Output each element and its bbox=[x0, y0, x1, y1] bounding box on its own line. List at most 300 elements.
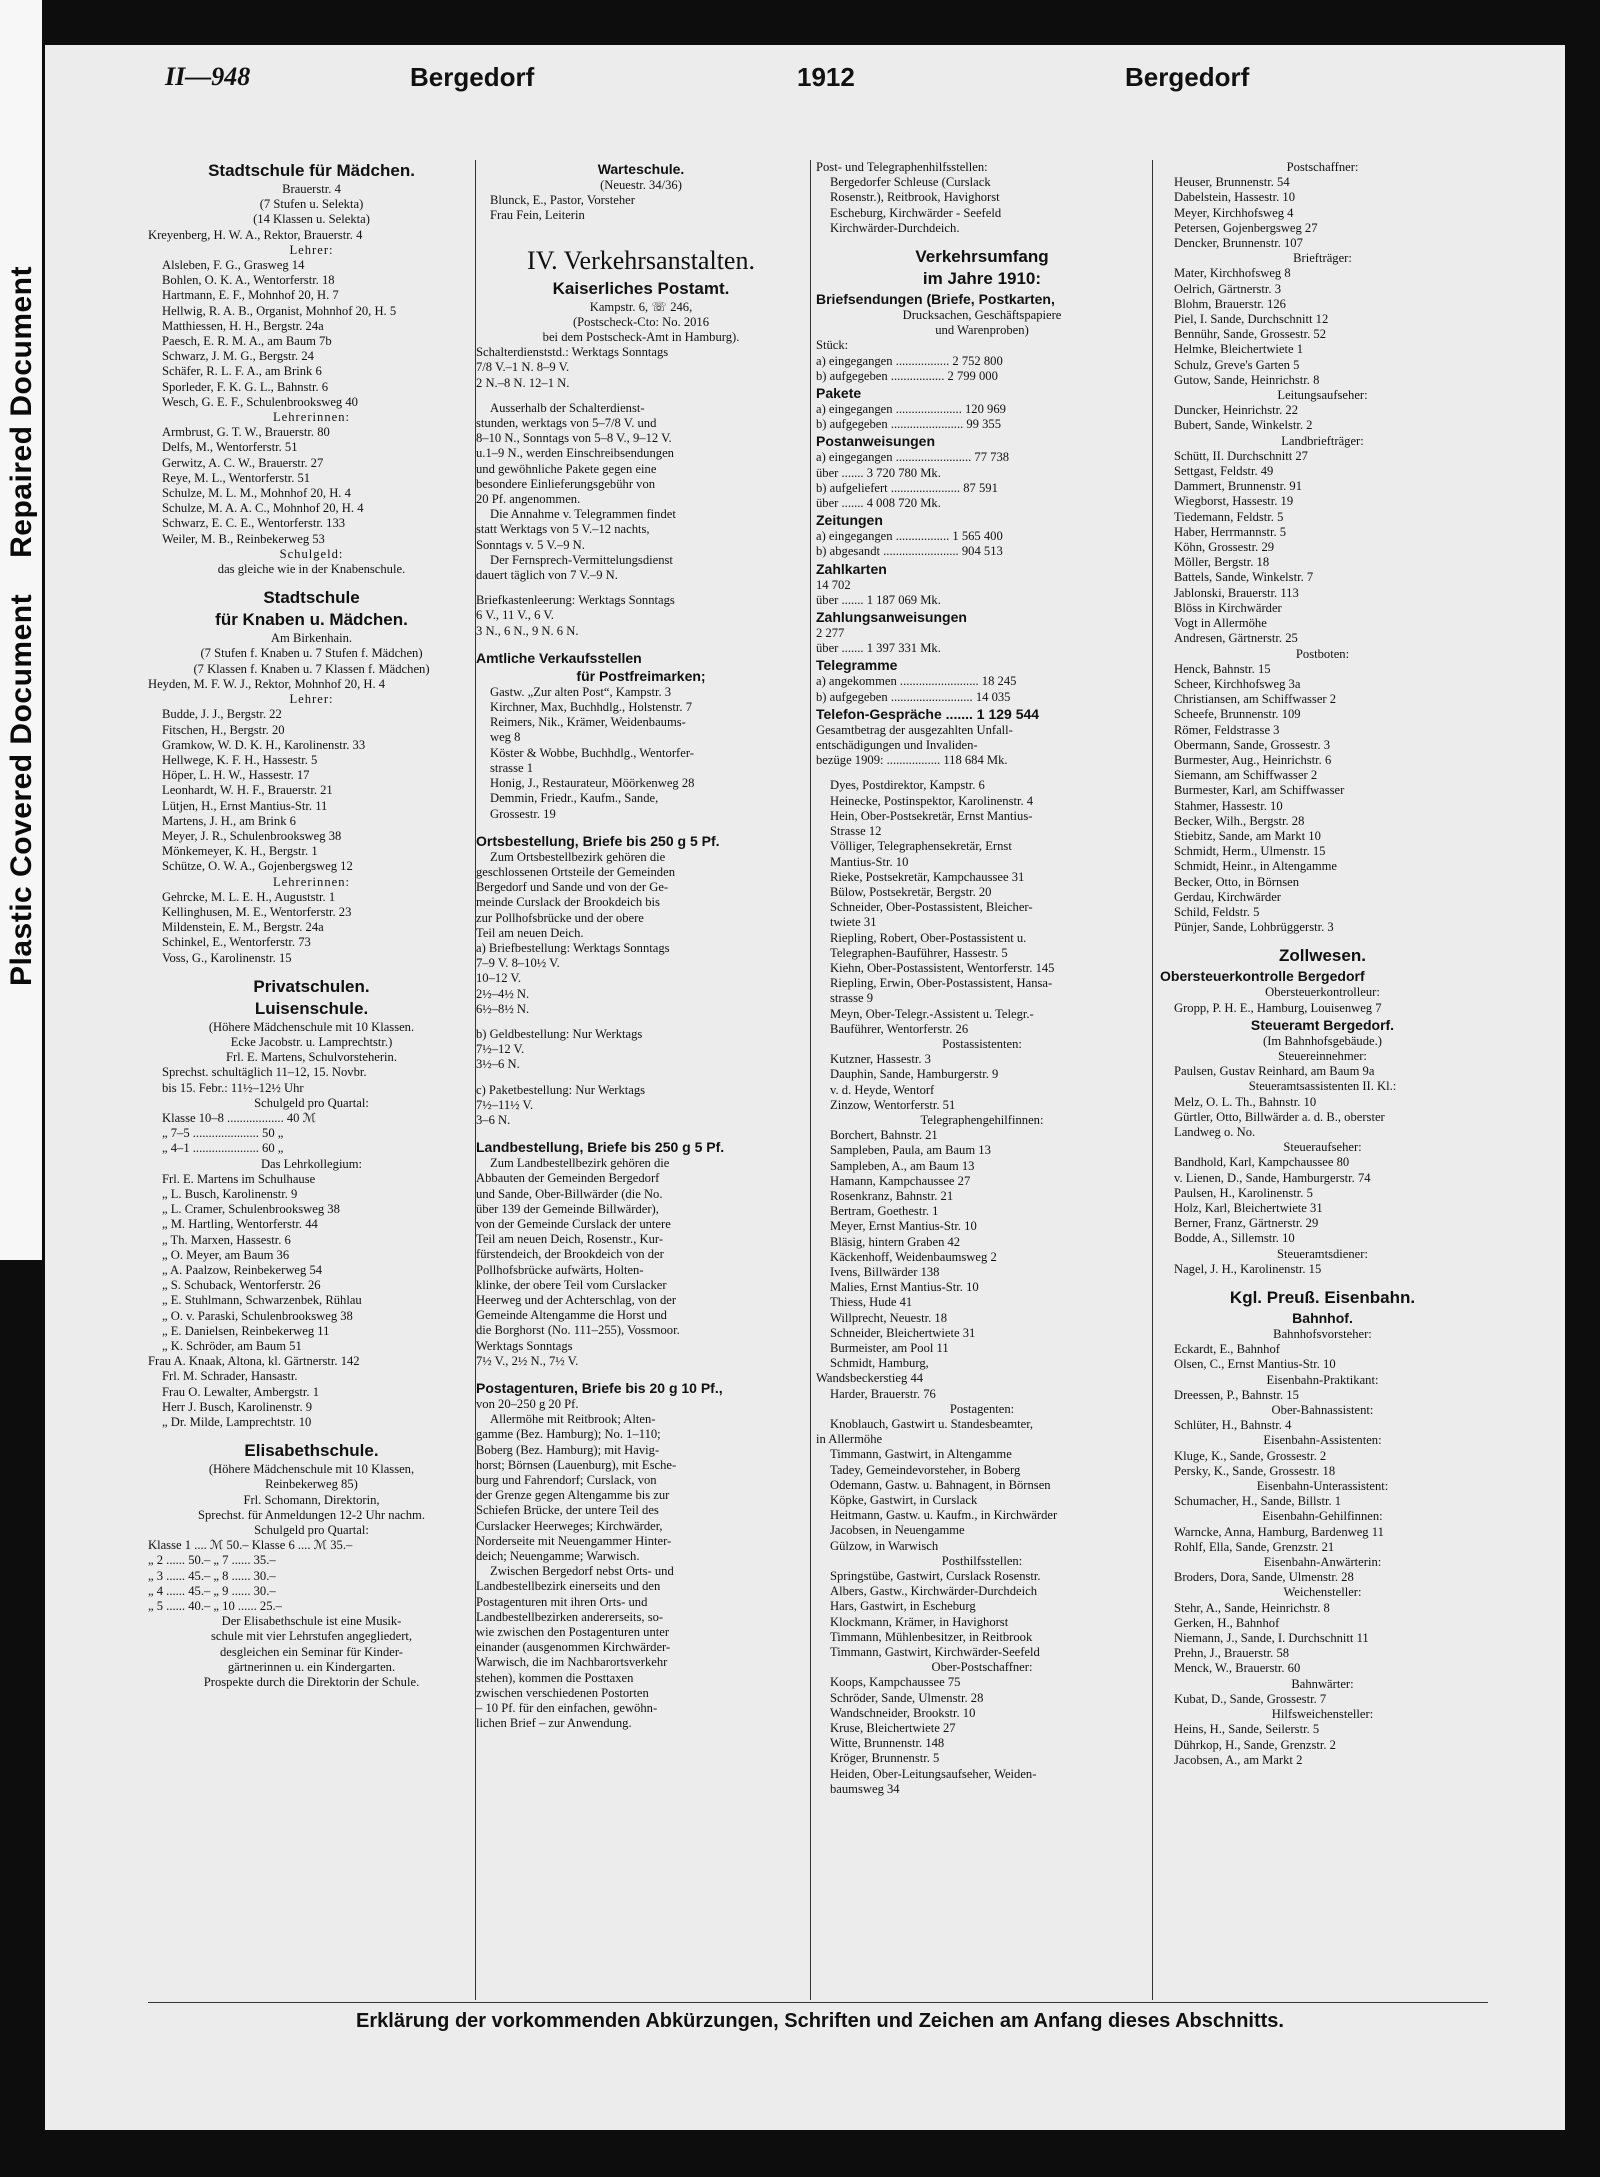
text-line: 20 Pf. angenommen. bbox=[476, 492, 581, 507]
text-line: Grossestr. 19 bbox=[490, 806, 556, 821]
text-line: „ 4 ...... 45.– „ 9 ...... 30.– bbox=[148, 1583, 276, 1598]
text-line: Zum Ortsbestellbezirk gehören die bbox=[490, 849, 666, 864]
section-heading: Obersteuerkontrolle Bergedorf bbox=[1160, 968, 1365, 985]
text-line: Gerwitz, A. C. W., Brauerstr. 27 bbox=[162, 455, 324, 470]
text-line: Gürtler, Otto, Billwärder a. d. B., oberster bbox=[1174, 1109, 1385, 1124]
text-line: Reimers, Nik., Krämer, Weidenbaums- bbox=[490, 715, 686, 730]
text-line: Willprecht, Neuestr. 18 bbox=[830, 1310, 948, 1325]
text-line: Blohm, Brauerstr. 126 bbox=[1174, 296, 1286, 311]
text-line: Vogt in Allermöhe bbox=[1174, 616, 1267, 631]
text-line: „ 5 ...... 40.– „ 10 ...... 25.– bbox=[148, 1599, 282, 1614]
section-heading: Telegramme bbox=[816, 657, 898, 674]
text-line: Bläsig, hintern Graben 42 bbox=[830, 1234, 961, 1249]
text-line: Am Birkenhain. bbox=[270, 631, 353, 646]
text-line: Tiedemann, Feldstr. 5 bbox=[1174, 509, 1284, 524]
text-line: zwischen verschiedenen Postorten bbox=[476, 1685, 649, 1700]
text-line: Postschaffner: bbox=[1286, 160, 1359, 174]
text-line: Steuereinnehmer: bbox=[1278, 1048, 1367, 1063]
text-line: Jablonski, Brauerstr. 113 bbox=[1174, 585, 1299, 600]
text-line: Holz, Karl, Bleichertwiete 31 bbox=[1174, 1201, 1323, 1215]
text-line: 7½–12 V. bbox=[476, 1042, 525, 1057]
text-line: Dauphin, Sande, Hamburgerstr. 9 bbox=[830, 1067, 999, 1082]
text-line: Schulgeld: bbox=[279, 546, 344, 561]
text-line: Burmester, Aug., Heinrichstr. 6 bbox=[1174, 752, 1332, 767]
text-line: Rohlf, Ella, Sande, Grenzstr. 21 bbox=[1174, 1539, 1335, 1554]
text-line: „ E. Danielsen, Reinbekerweg 11 bbox=[162, 1323, 330, 1338]
text-line: Dabelstein, Hassestr. 10 bbox=[1174, 190, 1296, 205]
text-line: 14 702 bbox=[816, 577, 851, 592]
text-line: a) eingegangen ........................ 77 738 bbox=[816, 450, 1010, 465]
text-line: Martens, J. H., am Brink 6 bbox=[162, 813, 296, 828]
text-line: Meyer, J. R., Schulenbrooksweg 38 bbox=[162, 828, 342, 843]
text-line: u.1–9 N., werden Einschreibsendungen bbox=[476, 446, 674, 461]
text-line: Gastw. „Zur alten Post“, Kampstr. 3 bbox=[490, 684, 672, 699]
text-line: Stiebitz, Sande, am Markt 10 bbox=[1174, 828, 1321, 843]
text-line: Heinecke, Postinspektor, Karolinenstr. 4 bbox=[830, 793, 1034, 808]
text-line: Hein, Ober-Postsekretär, Ernst Mantius- bbox=[830, 808, 1033, 823]
text-line: meinde Curslack der Brookdeich bis bbox=[476, 895, 660, 910]
text-line: Steueramtsdiener: bbox=[1277, 1246, 1368, 1261]
text-line: Kellinghusen, M. E., Wentorferstr. 23 bbox=[162, 904, 352, 919]
text-line: Schmidt, Herm., Ulmenstr. 15 bbox=[1174, 844, 1326, 859]
text-line: Heins, H., Sande, Seilerstr. 5 bbox=[1174, 1722, 1320, 1737]
text-line: Riepling, Robert, Ober-Postassistent u. bbox=[830, 930, 1027, 945]
text-line: Abbauten der Gemeinden Bergedorf bbox=[476, 1171, 660, 1186]
text-line: lichen Brief – zur Anwendung. bbox=[476, 1716, 632, 1731]
text-line: Bertram, Goethestr. 1 bbox=[830, 1204, 939, 1219]
text-line: „ M. Hartling, Wentorferstr. 44 bbox=[162, 1217, 318, 1232]
text-line: Klasse 1 .... ℳ 50.– Klasse 6 .... ℳ 35.– bbox=[148, 1538, 353, 1553]
text-line: Paesch, E. R. M. A., am Baum 7b bbox=[162, 334, 332, 349]
text-line: Andresen, Gärtnerstr. 25 bbox=[1174, 631, 1298, 646]
text-line: die Borghorst (No. 111–255), Vossmoor. bbox=[476, 1323, 680, 1338]
section-heading: Amtliche Verkaufsstellen bbox=[476, 649, 642, 666]
text-line: Oelrich, Gärtnerstr. 3 bbox=[1174, 281, 1282, 296]
text-line: Mantius-Str. 10 bbox=[830, 854, 909, 869]
text-line: 7½ V., 2½ N., 7½ V. bbox=[476, 1353, 579, 1368]
text-line: Scheer, Kirchhofsweg 3a bbox=[1174, 676, 1301, 691]
text-line: Gesamtbetrag der ausgezahlten Unfall- bbox=[816, 722, 1013, 737]
text-line: Berner, Franz, Gärtnerstr. 29 bbox=[1174, 1216, 1319, 1231]
text-line: Rosenkranz, Bahnstr. 21 bbox=[830, 1188, 954, 1203]
text-line: Heyden, M. F. W. J., Rektor, Mohnhof 20, H. 4 bbox=[148, 676, 386, 691]
spacer bbox=[476, 639, 806, 649]
text-line: Wandschneider, Brookstr. 10 bbox=[830, 1705, 976, 1720]
text-line: baumsweg 34 bbox=[830, 1781, 900, 1796]
text-line: Escheburg, Kirchwärder - Seefeld bbox=[830, 205, 1002, 220]
text-line: Demmin, Friedr., Kaufm., Sande, bbox=[490, 791, 659, 806]
text-line: Mönkemeyer, K. H., Bergstr. 1 bbox=[162, 844, 318, 859]
text-line: v. d. Heyde, Wentorf bbox=[830, 1082, 935, 1097]
text-line: Petersen, Gojenbergsweg 27 bbox=[1174, 220, 1318, 235]
text-line: Sprechst. für Anmeldungen 12-2 Uhr nachm. bbox=[198, 1507, 425, 1522]
text-line: Lehrerinnen: bbox=[272, 410, 351, 425]
text-line: Kampstr. 6, ☏ 246, bbox=[589, 299, 693, 314]
text-line: bezüge 1909: ................. 118 684 Mk. bbox=[816, 753, 1008, 768]
text-line: Voss, G., Karolinenstr. 15 bbox=[162, 950, 292, 965]
text-line: Schröder, Sande, Ulmenstr. 28 bbox=[830, 1690, 984, 1705]
text-line: Bandhold, Karl, Kampchaussee 80 bbox=[1174, 1155, 1350, 1170]
text-line: Battels, Sande, Winkelstr. 7 bbox=[1174, 570, 1314, 585]
text-line: in Allermöhe bbox=[816, 1432, 883, 1447]
text-line: (7 Stufen u. Selekta) bbox=[259, 197, 364, 212]
text-line: Kluge, K., Sande, Grossestr. 2 bbox=[1174, 1448, 1327, 1463]
text-line: und Warenproben) bbox=[935, 323, 1029, 338]
section-heading: Ortsbestellung, Briefe bis 250 g 5 Pf. bbox=[476, 832, 720, 849]
column-4 bbox=[1160, 160, 1485, 2000]
text-line: Gutow, Sande, Heinrichstr. 8 bbox=[1174, 372, 1320, 387]
text-line: Ecke Jacobstr. u. Lamprechtstr.) bbox=[230, 1034, 393, 1049]
text-line: Schütt, II. Durchschnitt 27 bbox=[1174, 448, 1308, 463]
side-label-2: Repaired Document bbox=[5, 266, 38, 558]
text-line: c) Paketbestellung: Nur Werktags bbox=[476, 1082, 646, 1097]
text-line: Telegraphen-Bauführer, Hassestr. 5 bbox=[830, 945, 1008, 960]
text-line: Bohlen, O. K. A., Wentorferstr. 18 bbox=[162, 273, 335, 288]
text-line: Schinkel, E., Wentorferstr. 73 bbox=[162, 935, 311, 950]
section-heading: Pakete bbox=[816, 385, 862, 402]
footer-rule bbox=[148, 2002, 1488, 2003]
text-line: strasse 1 bbox=[490, 760, 534, 775]
text-line: Allermöhe mit Reitbrook; Alten- bbox=[490, 1412, 656, 1427]
text-line: gamme (Bez. Hamburg); No. 1–110; bbox=[476, 1427, 661, 1442]
text-line: Heerweg und der Achterschlag, von der bbox=[476, 1292, 677, 1307]
text-line: „ A. Paalzow, Reinbekerweg 54 bbox=[162, 1263, 323, 1277]
text-line: über 139 der Gemeinde Billwärder), bbox=[476, 1201, 659, 1216]
text-line: Frau A. Knaak, Altona, kl. Gärtnerstr. 142 bbox=[148, 1354, 360, 1369]
text-line: b) abgesandt ........................ 904 513 bbox=[816, 544, 1003, 559]
text-line: Olsen, C., Ernst Mantius-Str. 10 bbox=[1174, 1357, 1336, 1372]
spacer bbox=[1160, 1277, 1485, 1287]
text-line: Kiehn, Ober-Postassistent, Wentorferstr. 145 bbox=[830, 960, 1055, 975]
text-line: klinke, der obere Teil vom Curslacker bbox=[476, 1277, 667, 1292]
text-line: entschädigungen und Invaliden- bbox=[816, 738, 978, 753]
text-line: 2 277 bbox=[816, 626, 845, 641]
text-line: Posthilfsstellen: bbox=[941, 1553, 1023, 1568]
header-place-left: Bergedorf bbox=[410, 62, 535, 92]
text-line: bis 15. Febr.: 11½–12½ Uhr bbox=[162, 1080, 304, 1095]
page-number: II—948 bbox=[165, 62, 251, 91]
text-line: 7½–11½ V. bbox=[476, 1097, 534, 1112]
text-line: Heuser, Brunnenstr. 54 bbox=[1174, 175, 1290, 190]
text-line: Zum Landbestellbezirk gehören die bbox=[490, 1156, 670, 1171]
text-line: Henck, Bahnstr. 15 bbox=[1174, 661, 1271, 676]
text-line: „ 4–1 ..................... 60 „ bbox=[162, 1141, 284, 1156]
spacer bbox=[148, 577, 475, 587]
text-line: Meyer, Ernst Mantius-Str. 10 bbox=[830, 1219, 977, 1234]
text-line: Schild, Feldstr. 5 bbox=[1174, 904, 1260, 919]
text-line: „ 3 ...... 45.– „ 8 ...... 30.– bbox=[148, 1568, 276, 1583]
text-line: Hellwege, K. F. H., Hassestr. 5 bbox=[162, 752, 318, 767]
text-line: Kröger, Brunnenstr. 5 bbox=[830, 1751, 940, 1766]
text-line: der Grenze gegen Altengamme bis zur bbox=[476, 1488, 670, 1503]
text-line: Witte, Brunnenstr. 148 bbox=[830, 1736, 945, 1751]
text-line: Steueraufseher: bbox=[1283, 1140, 1362, 1155]
column-divider bbox=[810, 160, 811, 2000]
text-line: Niemann, J., Sande, I. Durchschnitt 11 bbox=[1174, 1631, 1369, 1646]
text-line: Schulgeld pro Quartal: bbox=[254, 1095, 369, 1110]
text-line: „ L. Busch, Karolinenstr. 9 bbox=[162, 1186, 298, 1201]
text-line: Hilfsweichensteller: bbox=[1271, 1707, 1374, 1722]
text-line: Steueramtsassistenten II. Kl.: bbox=[1248, 1079, 1397, 1094]
text-line: Eisenbahn-Praktikant: bbox=[1266, 1372, 1379, 1387]
text-line: Burmester, Karl, am Schiffwasser bbox=[1174, 783, 1345, 798]
text-line: Kutzner, Hassestr. 3 bbox=[830, 1052, 931, 1067]
spacer bbox=[1160, 935, 1485, 945]
text-line: Telegraphengehilfinnen: bbox=[920, 1112, 1044, 1127]
text-line: Schmidt, Hamburg, bbox=[830, 1356, 929, 1371]
text-line: Kruse, Bleichertwiete 27 bbox=[830, 1721, 956, 1736]
spacer bbox=[476, 1017, 806, 1027]
text-line: Post- und Telegraphenhilfsstellen: bbox=[816, 160, 988, 174]
text-line: Springstübe, Gastwirt, Curslack Rosenstr. bbox=[830, 1569, 1041, 1584]
section-heading: Privatschulen. bbox=[253, 976, 370, 996]
text-line: Boberg (Bez. Hamburg); mit Havig- bbox=[476, 1442, 660, 1457]
text-line: Knoblauch, Gastwirt u. Standesbeamter, bbox=[830, 1417, 1034, 1432]
text-line: Briefkastenleerung: Werktags Sonntags bbox=[476, 593, 675, 608]
text-line: – 10 Pf. für den einfachen, gewöhn- bbox=[476, 1701, 658, 1716]
text-line: Koops, Kampchaussee 75 bbox=[830, 1675, 961, 1690]
side-label-strip bbox=[0, 0, 42, 1260]
section-heading: Steueramt Bergedorf. bbox=[1250, 1016, 1395, 1033]
text-line: Strasse 12 bbox=[830, 824, 882, 839]
text-line: dauert täglich von 7 V.–9 N. bbox=[476, 568, 618, 583]
text-line: Völliger, Telegraphensekretär, Ernst bbox=[830, 839, 1012, 854]
spacer bbox=[476, 822, 806, 832]
text-line: „ K. Schröder, am Baum 51 bbox=[162, 1339, 302, 1354]
text-line: Das Lehrkollegium: bbox=[260, 1156, 363, 1171]
text-line: Warwisch, die im Nachbarortsverkehr bbox=[476, 1655, 668, 1670]
spacer bbox=[476, 224, 806, 234]
text-line: Weichensteller: bbox=[1283, 1585, 1362, 1600]
section-heading: Postagenturen, Briefe bis 20 g 10 Pf., bbox=[476, 1380, 723, 1396]
text-line: Frl. E. Martens, Schulvorsteherin. bbox=[225, 1050, 398, 1065]
text-line: Lütjen, H., Ernst Mantius-Str. 11 bbox=[162, 798, 328, 813]
text-line: Postboten: bbox=[1295, 646, 1350, 661]
section-heading: Postanweisungen bbox=[816, 433, 936, 450]
text-line: Melz, O. L. Th., Bahnstr. 10 bbox=[1174, 1094, 1317, 1109]
section-heading: Elisabethschule. bbox=[244, 1441, 379, 1461]
section-heading: Verkehrsumfang bbox=[915, 247, 1049, 267]
text-line: Lehrerinnen: bbox=[272, 874, 351, 889]
text-line: Ausserhalb der Schalterdienst- bbox=[490, 400, 645, 415]
text-line: Gerdau, Kirchwärder bbox=[1174, 889, 1281, 904]
footer-note: Erklärung der vorkommenden Abkürzungen, Schriften und Zeichen am Anfang dieses Abschnitts. bbox=[356, 2010, 1284, 2032]
text-line: über ....... 4 008 720 Mk. bbox=[816, 496, 941, 511]
text-line: Fitschen, H., Bergstr. 20 bbox=[162, 722, 285, 737]
text-line: Frl. E. Martens im Schulhause bbox=[162, 1171, 316, 1186]
text-line: bei dem Postscheck-Amt in Hamburg). bbox=[542, 330, 740, 345]
text-line: „ O. v. Paraski, Schulenbrooksweg 38 bbox=[162, 1308, 353, 1323]
text-line: Prospekte durch die Direktorin der Schule. bbox=[203, 1675, 420, 1690]
text-line: Gropp, P. H. E., Hamburg, Louisenweg 7 bbox=[1174, 1000, 1382, 1015]
section-heading: Zeitungen bbox=[816, 512, 883, 529]
text-line: Schiefen Brücke, der untere Teil des bbox=[476, 1503, 659, 1518]
text-line: Schlüter, H., Bahnstr. 4 bbox=[1174, 1418, 1292, 1433]
text-line: Frl. M. Schrader, Hansastr. bbox=[162, 1369, 298, 1384]
text-line: Nagel, J. H., Karolinenstr. 15 bbox=[1174, 1261, 1322, 1276]
spacer bbox=[816, 768, 1148, 778]
text-line: Römer, Feldstrasse 3 bbox=[1174, 722, 1280, 737]
text-line: Mildenstein, E. M., Bergstr. 24a bbox=[162, 920, 324, 935]
text-line: Paulsen, H., Karolinenstr. 5 bbox=[1174, 1185, 1313, 1200]
text-line: Gemeinde Altengamme die Horst und bbox=[476, 1308, 667, 1323]
text-line: Duncker, Heinrichstr. 22 bbox=[1174, 403, 1298, 418]
text-line: Schumacher, H., Sande, Billstr. 1 bbox=[1174, 1494, 1342, 1509]
text-line: Schulze, M. L. M., Mohnhof 20, H. 4 bbox=[162, 486, 351, 501]
text-line: strasse 9 bbox=[830, 991, 874, 1006]
text-line: Pünjer, Sande, Lohbrüggerstr. 3 bbox=[1174, 920, 1334, 935]
text-line: Timmann, Gastwirt, Kirchwärder-Seefeld bbox=[830, 1645, 1040, 1660]
spacer bbox=[476, 1369, 806, 1379]
text-line: a) angekommen ......................... 18 245 bbox=[816, 674, 1017, 689]
text-line: Kirchner, Max, Buchhdlg., Holstenstr. 7 bbox=[490, 700, 693, 715]
text-line: Schmidt, Heinr., in Altengamme bbox=[1174, 859, 1337, 874]
text-line: Bergedorfer Schleuse (Curslack bbox=[830, 175, 991, 190]
text-line: über ....... 1 187 069 Mk. bbox=[816, 592, 941, 607]
text-line: 10–12 V. bbox=[476, 971, 522, 986]
text-line: Stahmer, Hassestr. 10 bbox=[1174, 798, 1283, 813]
text-line: Schneider, Ober-Postassistent, Bleicher- bbox=[830, 900, 1033, 915]
text-line: Ober-Postschaffner: bbox=[931, 1660, 1033, 1675]
text-line: Weiler, M. B., Reinbekerweg 53 bbox=[162, 531, 325, 546]
text-line: (Neuestr. 34/36) bbox=[600, 178, 682, 192]
text-line: Harder, Brauerstr. 76 bbox=[830, 1386, 936, 1401]
text-line: Broders, Dora, Sande, Ulmenstr. 28 bbox=[1174, 1570, 1354, 1585]
text-line: 3–6 N. bbox=[476, 1112, 511, 1127]
text-line: Obersteuerkontrolleur: bbox=[1265, 985, 1380, 1000]
text-line: Leonhardt, W. H. F., Brauerstr. 21 bbox=[162, 783, 333, 798]
text-line: Heiden, Ober-Leitungsaufseher, Weiden- bbox=[830, 1766, 1037, 1781]
text-line: Warncke, Anna, Hamburg, Bardenweg 11 bbox=[1174, 1524, 1384, 1539]
text-line: „ 7–5 ..................... 50 „ bbox=[162, 1126, 284, 1141]
text-line: Teil am neuen Deich. bbox=[476, 925, 584, 940]
text-line: Schäfer, R. L. F. A., am Brink 6 bbox=[162, 364, 322, 379]
text-line: Die Annahme v. Telegrammen findet bbox=[490, 507, 676, 522]
text-line: Käckenhoff, Weidenbaumsweg 2 bbox=[830, 1249, 997, 1264]
text-line: Rosenstr.), Reitbrook, Havighorst bbox=[830, 190, 1000, 205]
text-line: Sporleder, F. K. G. L., Bahnstr. 6 bbox=[162, 379, 329, 394]
text-line: Schulze, M. A. A. C., Mohnhof 20, H. 4 bbox=[162, 501, 364, 516]
section-heading: Kgl. Preuß. Eisenbahn. bbox=[1229, 1288, 1416, 1308]
text-line: Eisenbahn-Gehilfinnen: bbox=[1262, 1509, 1383, 1524]
text-line: Köpke, Gastwirt, in Curslack bbox=[830, 1493, 978, 1508]
section-heading: Luisenschule. bbox=[254, 998, 369, 1018]
text-line: „ L. Cramer, Schulenbrooksweg 38 bbox=[162, 1202, 340, 1217]
text-line: Postagenturen mit ihren Orts- und bbox=[476, 1594, 648, 1609]
text-line: Dreessen, P., Bahnstr. 15 bbox=[1174, 1387, 1299, 1402]
text-line: besondere Einlieferungsgebühr von bbox=[476, 476, 656, 491]
text-line: Odemann, Gastw. u. Bahnagent, in Börnsen bbox=[830, 1477, 1051, 1492]
text-line: Bergedorf und Sande und von der Ge- bbox=[476, 880, 669, 895]
text-line: Kirchwärder-Durchdeich. bbox=[830, 220, 960, 235]
text-line: Gerken, H., Bahnhof bbox=[1174, 1615, 1280, 1630]
text-line: Bubert, Sande, Winkelstr. 2 bbox=[1174, 418, 1313, 433]
text-line: 3½–6 N. bbox=[476, 1057, 520, 1072]
text-line: Prehn, J., Brauerstr. 58 bbox=[1174, 1646, 1290, 1661]
text-line: Thiess, Hude 41 bbox=[830, 1295, 913, 1310]
text-line: Helmke, Bleichertwiete 1 bbox=[1174, 342, 1304, 357]
header-place-right: Bergedorf bbox=[1125, 62, 1250, 92]
text-line: (7 Stufen f. Knaben u. 7 Stufen f. Mädchen) bbox=[200, 646, 423, 661]
text-line: Hellwig, R. A. B., Organist, Mohnhof 20, H. 5 bbox=[162, 303, 397, 318]
text-line: Postassistenten: bbox=[942, 1036, 1022, 1051]
text-line: Blöss in Kirchwärder bbox=[1174, 600, 1282, 615]
column-divider bbox=[1152, 160, 1153, 2000]
text-line: 2½–4½ N. bbox=[476, 986, 530, 1001]
text-line: (7 Klassen f. Knaben u. 7 Klassen f. Mädchen) bbox=[193, 661, 430, 676]
text-line: Malies, Ernst Mantius-Str. 10 bbox=[830, 1280, 979, 1295]
text-line: Lehrer: bbox=[289, 242, 334, 257]
text-line: über ....... 1 397 331 Mk. bbox=[816, 641, 941, 656]
text-line: Armbrust, G. T. W., Brauerstr. 80 bbox=[162, 425, 330, 440]
text-line: Jacobsen, in Neuengamme bbox=[830, 1523, 965, 1538]
text-line: „ E. Stuhlmann, Schwarzenbek, Rühlau bbox=[162, 1293, 362, 1308]
text-line: (Höhere Mädchenschule mit 10 Klassen, bbox=[208, 1462, 415, 1477]
text-line: Alsleben, F. G., Grasweg 14 bbox=[162, 258, 305, 273]
column-2 bbox=[476, 160, 806, 2000]
text-line: Budde, J. J., Bergstr. 22 bbox=[162, 707, 282, 722]
text-line: Blunck, E., Pastor, Vorsteher bbox=[490, 193, 635, 208]
text-line: Lehrer: bbox=[289, 692, 334, 707]
text-line: Werktags Sonntags bbox=[476, 1338, 573, 1353]
text-line: deich; Neuengamme; Warwisch. bbox=[476, 1549, 640, 1564]
text-line: Frl. Schomann, Direktorin, bbox=[243, 1492, 380, 1507]
text-line: Piel, I. Sande, Durchschnitt 12 bbox=[1174, 312, 1329, 327]
text-line: v. Lienen, D., Sande, Hamburgerstr. 74 bbox=[1174, 1170, 1371, 1185]
text-line: Siemann, am Schiffwasser 2 bbox=[1174, 768, 1318, 783]
text-line: Wiegborst, Hassestr. 19 bbox=[1174, 494, 1294, 509]
text-line: (Postscheck-Cto: No. 2016 bbox=[572, 314, 710, 329]
spacer bbox=[476, 391, 806, 401]
text-line: und gewöhnliche Pakete gegen eine bbox=[476, 461, 657, 476]
text-line: Haber, Herrmannstr. 5 bbox=[1174, 524, 1287, 539]
text-line: Burmeister, am Pool 11 bbox=[830, 1341, 949, 1355]
text-line: a) eingegangen ................. 2 752 800 bbox=[816, 353, 1003, 368]
text-line: Borchert, Bahnstr. 21 bbox=[830, 1128, 938, 1143]
section-heading: Bahnhof. bbox=[1292, 1310, 1353, 1327]
section-heading: Warteschule. bbox=[597, 161, 685, 177]
text-line: Landweg o. No. bbox=[1174, 1124, 1256, 1139]
text-line: Persky, K., Sande, Grossestr. 18 bbox=[1174, 1463, 1336, 1478]
header-year: 1912 bbox=[797, 62, 855, 92]
text-line: Settgast, Feldstr. 49 bbox=[1174, 464, 1274, 479]
text-line: Hartmann, E. F., Mohnhof 20, H. 7 bbox=[162, 288, 339, 303]
text-line: „ 2 ...... 50.– „ 7 ...... 35.– bbox=[148, 1553, 276, 1568]
text-line: Ober-Bahnassistent: bbox=[1271, 1403, 1374, 1418]
text-line: Kreyenberg, H. W. A., Rektor, Brauerstr. 4 bbox=[148, 227, 363, 242]
text-line: Bauführer, Wentorferstr. 26 bbox=[830, 1021, 969, 1036]
text-line: Dührkop, H., Sande, Grenzstr. 2 bbox=[1174, 1737, 1336, 1752]
text-line: Hamann, Kampchaussee 27 bbox=[830, 1173, 971, 1188]
text-line: Eisenbahn-Unterassistent: bbox=[1256, 1479, 1389, 1494]
text-line: Landbestellbezirk einerseits und den bbox=[476, 1579, 661, 1594]
text-line: Bahnhofsvorsteher: bbox=[1273, 1327, 1372, 1342]
text-line: Norderseite mit Neuengammer Hinter- bbox=[476, 1533, 672, 1548]
text-line: Klasse 10–8 .................. 40 ℳ bbox=[162, 1110, 317, 1125]
text-line: horst; Börnsen (Lauenburg), mit Esche- bbox=[476, 1457, 677, 1472]
text-line: Reinbekerweg 85) bbox=[265, 1477, 358, 1492]
text-line: a) eingegangen ..................... 120 969 bbox=[816, 402, 1006, 417]
text-line: twiete 31 bbox=[830, 915, 877, 930]
text-line: Dammert, Brunnenstr. 91 bbox=[1174, 479, 1303, 494]
side-label-1: Plastic Covered Document bbox=[5, 593, 38, 987]
text-line: und Sande, Ober-Billwärder (die No. bbox=[476, 1186, 663, 1201]
text-line: Bülow, Postsekretär, Bergstr. 20 bbox=[830, 884, 992, 899]
spacer bbox=[476, 1128, 806, 1138]
section-heading: Stadtschule für Mädchen. bbox=[208, 161, 415, 180]
text-line: Landbestellbezirken andererseits, so- bbox=[476, 1609, 664, 1624]
text-line: Briefträger: bbox=[1293, 251, 1352, 266]
